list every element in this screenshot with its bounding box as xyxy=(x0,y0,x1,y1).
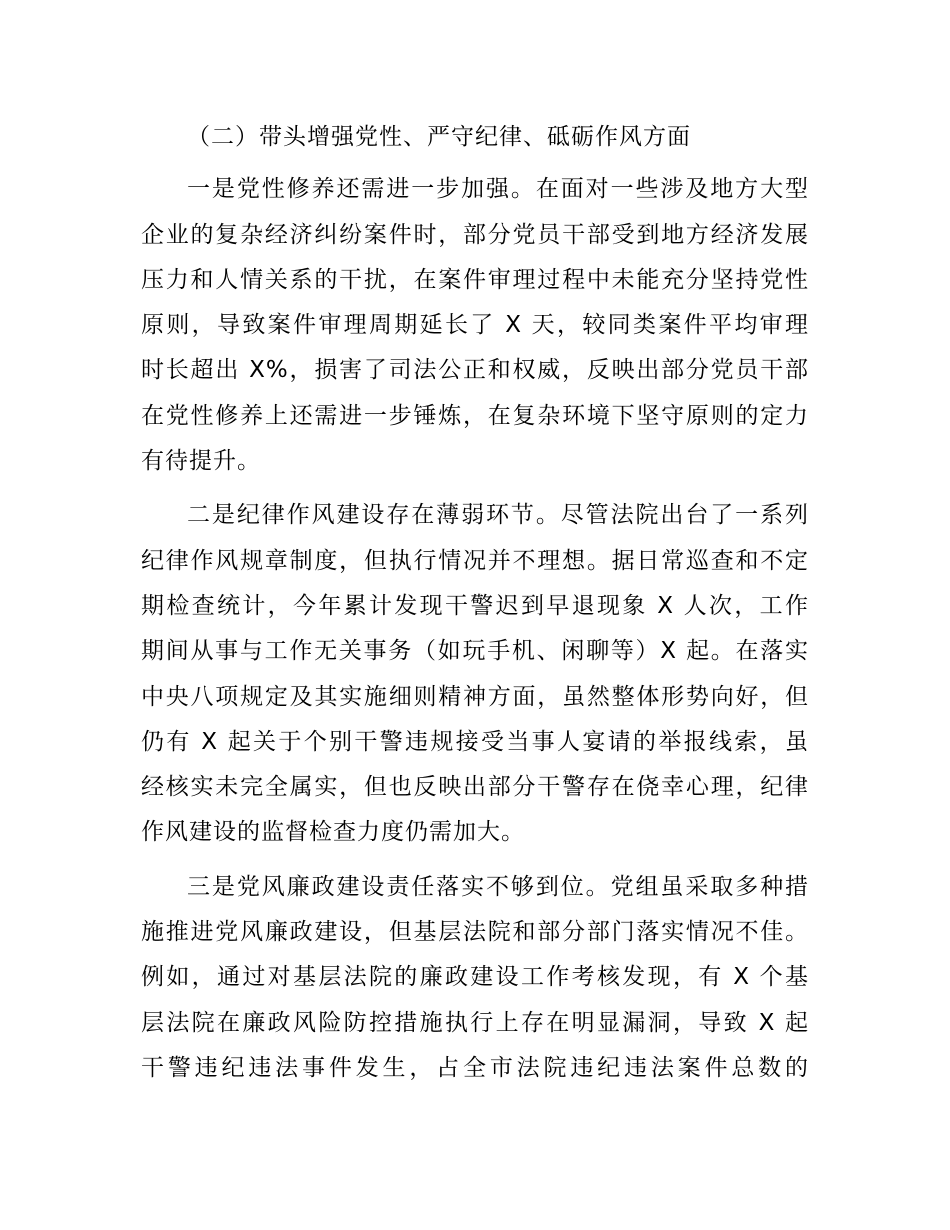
paragraph-line: 一是党性修养还需进一步加强。在面对一些涉及地方大型 xyxy=(187,176,809,203)
paragraph-discipline xyxy=(141,493,809,855)
paragraph-party-spirit xyxy=(141,167,809,484)
paragraph-line: 仍有 X 起关于个别干警违规接受当事人宴请的举报线索，虽 xyxy=(141,728,809,755)
paragraph-line: 纪律作风规章制度，但执行情况并不理想。据日常巡查和不定 xyxy=(141,547,809,574)
document-body xyxy=(141,115,809,1091)
paragraph-line: 经核实未完全属实，但也反映出部分干警存在侥幸心理，纪律 xyxy=(141,774,809,801)
paragraph-line: 中央八项规定及其实施细则精神方面，虽然整体形势向好，但 xyxy=(141,683,809,710)
paragraph-line: 在党性修养上还需进一步锤炼，在复杂环境下坚守原则的定力 xyxy=(141,402,809,429)
section-heading: （二）带头增强党性、严守纪律、砥砺作风方面 xyxy=(187,124,691,150)
paragraph-line: 层法院在廉政风险防控措施执行上存在明显漏洞，导致 X 起 xyxy=(141,1009,809,1036)
paragraph-line: 时长超出 X%，损害了司法公正和权威，反映出部分党员干部 xyxy=(141,357,809,384)
paragraph-line: 压力和人情关系的干扰，在案件审理过程中未能充分坚持党性 xyxy=(141,266,809,293)
paragraph-line: 二是纪律作风建设存在薄弱环节。尽管法院出台了一系列 xyxy=(187,502,809,529)
paragraph-line: 期检查统计，今年累计发现干警迟到早退现象 X 人次，工作 xyxy=(141,592,809,619)
paragraph-line: 原则，导致案件审理周期延长了 X 天，较同类案件平均审理 xyxy=(141,312,809,339)
paragraph-line: 企业的复杂经济纠纷案件时，部分党员干部受到地方经济发展 xyxy=(141,221,809,248)
paragraph-line: 施推进党风廉政建设，但基层法院和部分部门落实情况不佳。 xyxy=(141,919,809,946)
paragraph-line: 例如，通过对基层法院的廉政建设工作考核发现，有 X 个基 xyxy=(141,964,809,991)
paragraph-line: 三是党风廉政建设责任落实不够到位。党组虽采取多种措 xyxy=(187,873,809,900)
paragraph-line: 作风建设的监督检查力度仍需加大。 xyxy=(141,819,525,846)
paragraph-line: 干警违纪违法事件发生，占全市法院违纪违法案件总数的 xyxy=(141,1054,809,1081)
paragraph-integrity xyxy=(141,865,809,1091)
paragraph-line: 有待提升。 xyxy=(141,448,261,475)
paragraph-line: 期间从事与工作无关事务（如玩手机、闲聊等）X 起。在落实 xyxy=(141,638,809,665)
